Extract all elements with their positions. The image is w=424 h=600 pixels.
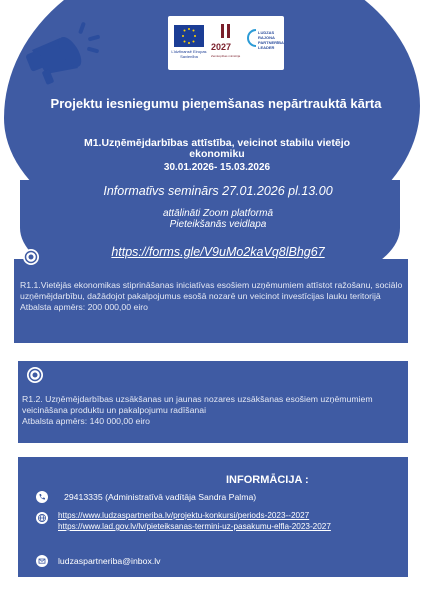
seminar-info: Informatīvs seminārs 27.01.2026 pl.13.00 (103, 184, 333, 198)
action-r1-2-text (22, 394, 402, 427)
action-r1-2-support: Atbalsta apmērs: 140 000,00 eiro (22, 416, 150, 426)
action-r1-1-description: R1.1.Vietējās ekonomikas stiprināšanas iniciatīvas esošiem uzņēmumiem attīstot ražošanu, sociālo uzņēmējdarbību, dažādojot pakalpojumus esošā nozarē un veicinot investīcijas lauku teritorijā (20, 280, 403, 301)
lad-website-link[interactable]: https://www.lad.gov.lv/lv/pieteiksanas-termini-uz-pasakumu-elfla-2023-2027 (58, 522, 331, 531)
target-icon (26, 366, 44, 384)
globe-icon (36, 512, 48, 524)
action-r1-2-description: R1.2. Uzņēmējdarbības uzsākšanas un jaunas nozares uzsākšanas esošiem uzņēmumiem veicināšana produktu un pakalpojumu radīšanai (22, 394, 373, 415)
application-dates: 30.01.2026- 15.03.2026 (163, 162, 271, 173)
partner-logos (168, 16, 284, 70)
action-r1-1-support: Atbalsta apmērs: 200 000,00 eiro (20, 302, 148, 312)
ministry-text: Zemkopības ministrija (211, 54, 241, 58)
info-phone: 29413335 (Administratīvā vadītāja Sandra Palma) (64, 492, 257, 502)
page-title: Projektu iesniegumu pieņemšanas nepārtrauktā kārta (50, 96, 382, 111)
mail-icon (36, 555, 48, 567)
info-email: ludzaspartneriba@inbox.lv (58, 556, 161, 566)
registration-label: Pieteikšanās veidlapa (169, 219, 267, 230)
eu-flag-icon (174, 25, 204, 47)
partner-ring-icon (246, 28, 258, 48)
info-title: INFORMĀCIJA : (226, 474, 309, 486)
partner-logo-text: LUDZAS RAJONA PARTNERĪBA LEADER (258, 30, 284, 50)
measure-subtitle: M1.Uzņēmējdarbības attīstība, veicinot stabilu vietējo ekonomiku (83, 137, 351, 160)
zoom-info (60, 208, 376, 230)
action-r1-1-text (20, 280, 404, 313)
zoom-line: attālināti Zoom platformā (162, 208, 274, 219)
target-icon (22, 248, 40, 266)
eu-logo-text: Līdzfinansē Eiropas Savienība (171, 49, 207, 59)
ministry-year: 2027 (211, 42, 232, 52)
partner-website-link[interactable]: https://www.ludzaspartneriba.lv/projektu-konkursi/periods-2023--2027 (58, 511, 310, 520)
megaphone-icon (24, 16, 102, 86)
registration-form-link[interactable]: https://forms.gle/V9uMo2kaVq8lBhg67 (111, 245, 325, 259)
phone-icon (36, 491, 48, 503)
